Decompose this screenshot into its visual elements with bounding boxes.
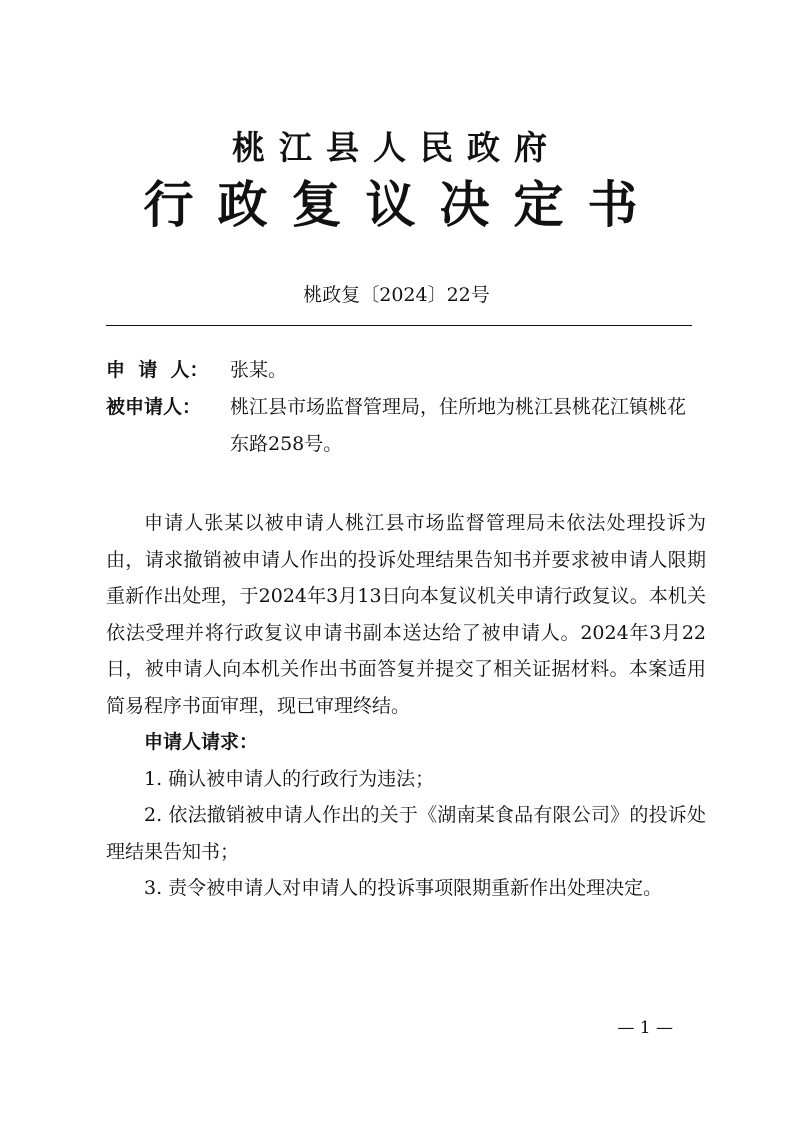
issuing-authority: 桃江县人民政府 — [232, 128, 561, 167]
document-body — [106, 505, 706, 907]
request-item: 3. 责令被申请人对申请人的投诉事项限期重新作出处理决定。 — [144, 877, 663, 899]
header-divider — [106, 325, 692, 326]
document-number: 桃政复〔2024〕22号 — [303, 284, 490, 306]
applicant-label: 申 请 人： — [106, 359, 209, 381]
page-number: — 1 — — [617, 1018, 673, 1038]
respondent-row — [106, 389, 706, 463]
request-item: 1. 确认被申请人的行政行为违法； — [144, 767, 435, 790]
applicant-row — [106, 352, 706, 389]
requests-heading: 申请人请求： — [144, 731, 259, 753]
document-title: 行政复议决定书 — [143, 176, 662, 234]
intro-paragraph: 申请人张某以被申请人桃江县市场监督管理局未依法处理投诉为由，请求撤销被申请人作出的投诉处理结果告知书并要求被申请人限期重新作出处理，于2024年3月13日向本复议机关申请行政复议。本机关依法受理并将行政复议申请书副本送达给了被申请人。2024年3月22日，被申请人向本机关作出书面答复并提交了相关证据材料。本案适用简易程序书面审理，现已审理终结。 — [106, 512, 706, 717]
request-item: 2. 依法撤销被申请人作出的关于《湖南某食品有限公司》的投诉处理结果告知书； — [106, 804, 706, 863]
respondent-text: 桃江县市场监督管理局，住所地为桃江县桃花江镇桃花东路258号。 — [230, 396, 687, 455]
respondent-label: 被申请人： — [106, 396, 202, 418]
applicant-text: 张某。 — [230, 359, 288, 381]
